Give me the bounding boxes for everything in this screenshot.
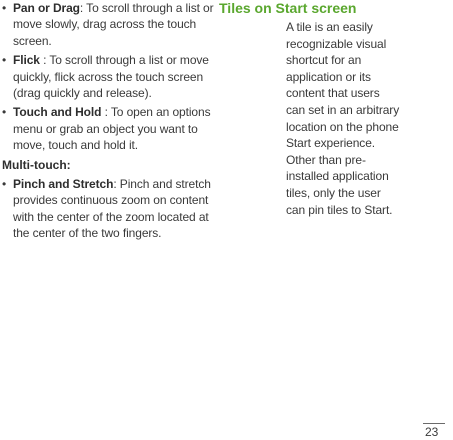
multitouch-heading: Multi-touch: (2, 157, 71, 172)
page-number: 23 (425, 425, 439, 439)
desc-pinch-stretch: : Pinch and stretch provides continuous zoom on content with the center of the zoom located at the center of the two fingers. (13, 177, 211, 241)
bullet-touch-hold (2, 104, 214, 153)
gestures-column (2, 0, 214, 245)
tiles-line: can set in an arbitrary (286, 102, 400, 117)
tiles-line: shortcut for an (286, 53, 362, 68)
bullet-flick (2, 52, 214, 101)
tiles-description (286, 19, 436, 218)
tiles-line: Start experience. (286, 136, 376, 151)
tiles-line: A tile is an easily (286, 20, 373, 34)
bullet-dot: • (2, 1, 7, 15)
tiles-section-title: Tiles on Start screen (219, 0, 357, 16)
page-number-rule (423, 423, 445, 424)
tiles-line: tiles, only the user (286, 185, 381, 200)
desc-flick: : To scroll through a list or move quickly, flick across the touch screen (drag quickly and release). (13, 53, 209, 101)
bullet-dot: • (2, 177, 7, 192)
tiles-line: application or its (286, 69, 371, 84)
bullet-pinch-stretch (2, 176, 214, 242)
bullet-dot: • (2, 105, 7, 120)
tiles-line: Other than pre- (286, 152, 366, 167)
term-pinch-stretch: Pinch and Stretch (13, 177, 114, 192)
tiles-line: content that users (286, 86, 380, 101)
term-pan-drag: Pan or Drag (13, 1, 80, 15)
tiles-line: location on the phone (286, 119, 399, 134)
bullet-pan-drag (2, 0, 214, 49)
term-touch-hold: Touch and Hold (13, 105, 102, 120)
tiles-line: can pin tiles to Start. (286, 202, 393, 217)
term-flick: Flick (13, 53, 40, 68)
desc-pan-drag: : To scroll through a list or move slowly, drag across the touch screen. (13, 1, 214, 48)
bullet-dot: • (2, 53, 7, 68)
tiles-line: installed application (286, 169, 389, 184)
desc-touch-hold: : To open an options menu or grab an object you want to move, touch and hold it. (13, 105, 211, 153)
tiles-line: recognizable visual (286, 36, 387, 51)
